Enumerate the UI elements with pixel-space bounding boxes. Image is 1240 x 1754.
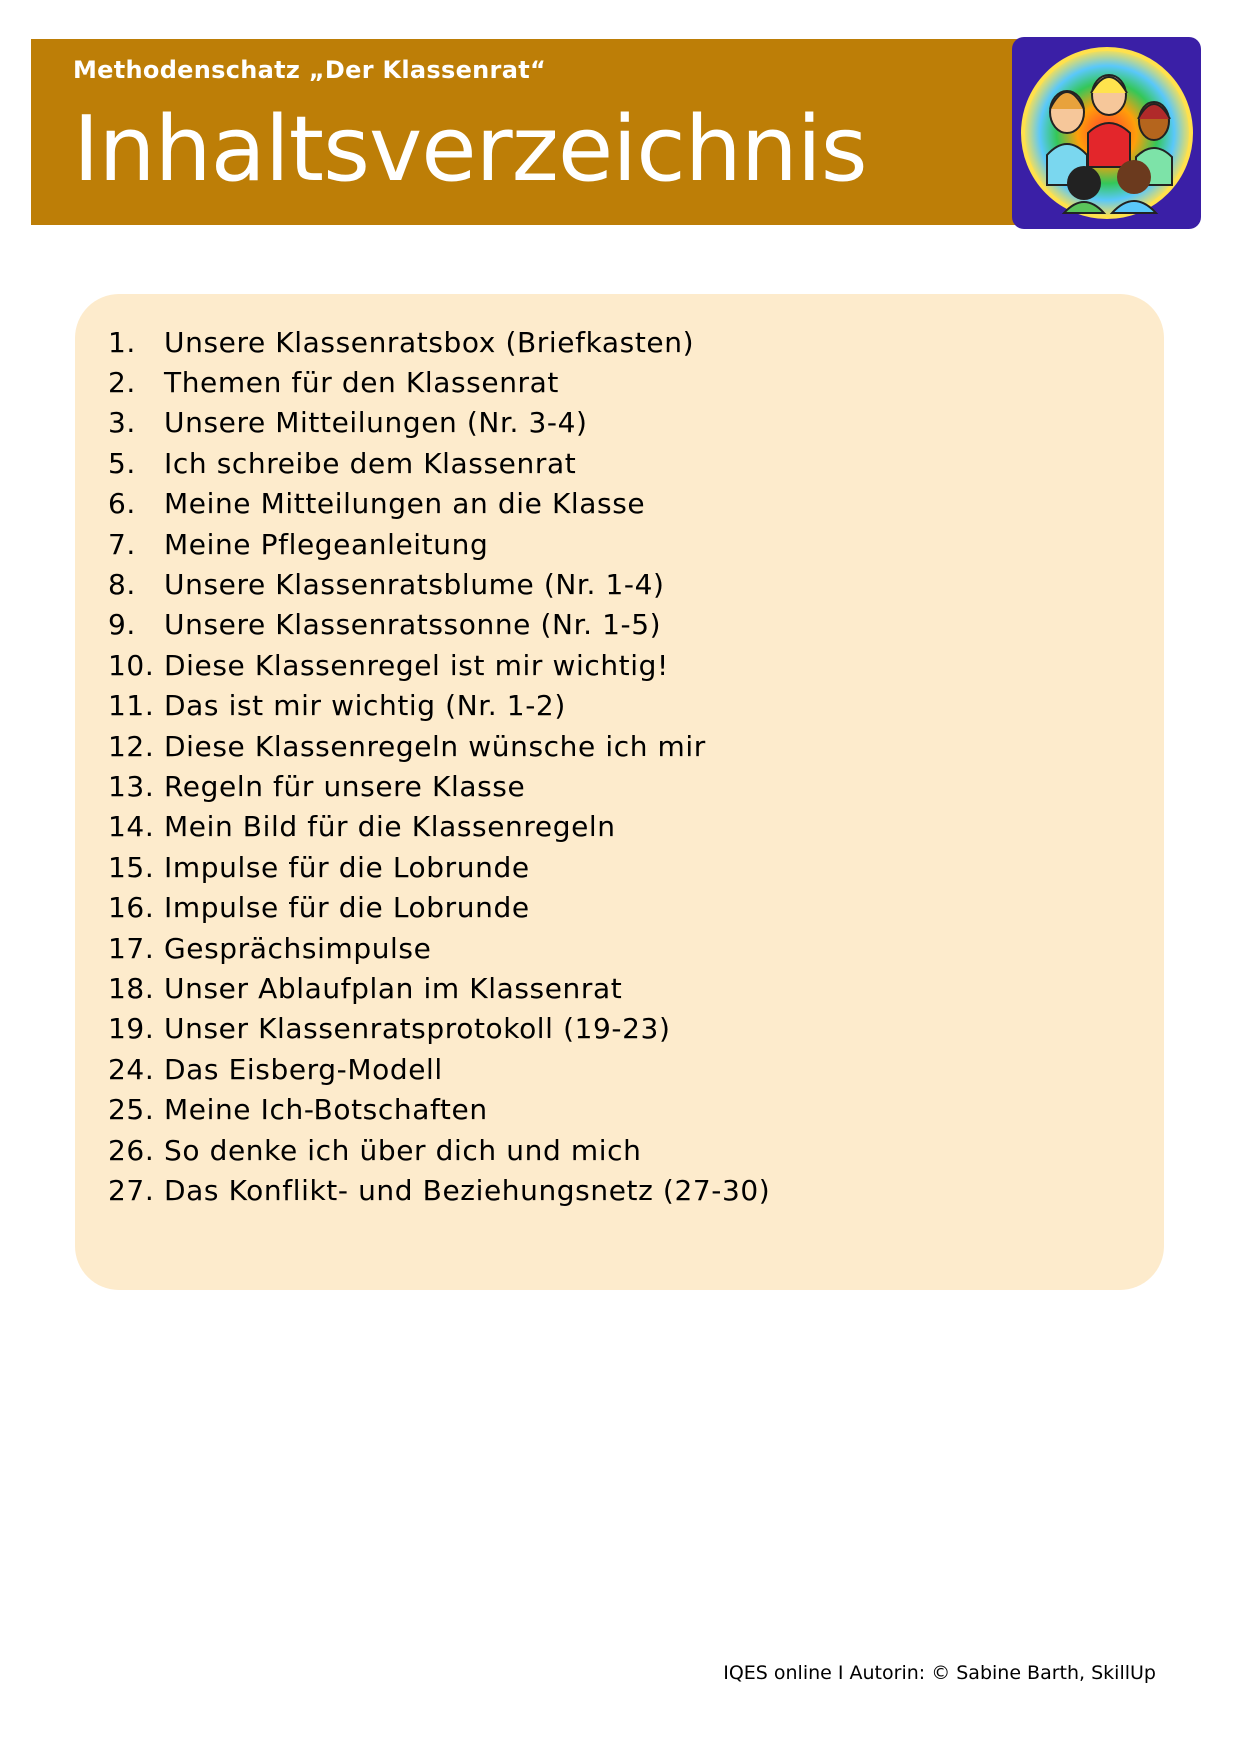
- toc-item: [108, 484, 770, 524]
- toc-item-title: Meine Ich-Botschaften: [164, 1093, 488, 1127]
- toc-item: [108, 443, 770, 483]
- toc-item-title: Meine Mitteilungen an die Klasse: [164, 487, 646, 521]
- toc-item-title: Themen für den Klassenrat: [164, 366, 559, 400]
- toc-item-title: Diese Klassenregeln wünsche ich mir: [164, 729, 706, 763]
- toc-item-title: Ich schreibe dem Klassenrat: [164, 446, 577, 480]
- toc-item-title: Gesprächsimpulse: [164, 931, 432, 965]
- toc-item-number: 2.: [108, 366, 136, 400]
- toc-item: [108, 968, 770, 1008]
- toc-item: [108, 362, 770, 402]
- toc-item-number: 16.: [108, 891, 155, 925]
- toc-item-number: 25.: [108, 1093, 155, 1127]
- toc-item: [108, 403, 770, 443]
- series-title: Methodenschatz „Der Klassenrat“: [73, 56, 547, 84]
- toc-item-number: 24.: [108, 1052, 155, 1086]
- toc-item-number: 18.: [108, 971, 155, 1005]
- page-title: Inhaltsverzeichnis: [73, 97, 867, 202]
- toc-item-number: 19.: [108, 1012, 155, 1046]
- toc-item-number: 10.: [108, 648, 155, 682]
- toc-item: [108, 564, 770, 604]
- toc-item-number: 6.: [108, 487, 136, 521]
- toc-item-title: Mein Bild für die Klassenregeln: [164, 810, 616, 844]
- toc-item: [108, 807, 770, 847]
- footer-credit: IQES online I Autorin: © Sabine Barth, SkillUp: [723, 1662, 1156, 1684]
- toc-item: [108, 766, 770, 806]
- toc-item-number: 5.: [108, 446, 136, 480]
- toc-item: [108, 928, 770, 968]
- toc-item-title: Meine Pflegeanleitung: [164, 527, 489, 561]
- toc-item: [108, 524, 770, 564]
- toc-item: [108, 686, 770, 726]
- toc-item: [108, 605, 770, 645]
- toc-item: [108, 887, 770, 927]
- class-council-logo: [1012, 37, 1201, 229]
- toc-item: [108, 1049, 770, 1089]
- toc-item-number: 12.: [108, 729, 155, 763]
- toc-item-number: 3.: [108, 406, 136, 440]
- toc-item-title: Diese Klassenregel ist mir wichtig!: [164, 648, 669, 682]
- toc-item-number: 17.: [108, 931, 155, 965]
- toc-item-number: 13.: [108, 769, 155, 803]
- toc-item-number: 1.: [108, 325, 136, 359]
- toc-item-number: 7.: [108, 527, 136, 561]
- toc-item: [108, 1089, 770, 1129]
- toc-item: [108, 645, 770, 685]
- toc-item-title: So denke ich über dich und mich: [164, 1133, 642, 1167]
- toc-item-title: Unser Klassenratsprotokoll (19-23): [164, 1012, 671, 1046]
- toc-item: [108, 1170, 770, 1210]
- toc-item-title: Unsere Klassenratssonne (Nr. 1-5): [164, 608, 662, 642]
- toc-item: [108, 1130, 770, 1170]
- toc-item-number: 14.: [108, 810, 155, 844]
- toc-item-title: Unsere Klassenratsblume (Nr. 1-4): [164, 568, 665, 602]
- toc-item-number: 9.: [108, 608, 136, 642]
- toc-item-title: Das ist mir wichtig (Nr. 1-2): [164, 689, 566, 723]
- toc-item-title: Unser Ablaufplan im Klassenrat: [164, 971, 623, 1005]
- toc-item-title: Das Eisberg-Modell: [164, 1052, 443, 1086]
- toc-list: [108, 322, 770, 1211]
- toc-item-title: Das Konflikt- und Beziehungsnetz (27-30): [164, 1173, 771, 1207]
- toc-item: [108, 1009, 770, 1049]
- toc-item-number: 11.: [108, 689, 155, 723]
- toc-item-title: Impulse für die Lobrunde: [164, 850, 530, 884]
- toc-item-title: Impulse für die Lobrunde: [164, 891, 530, 925]
- toc-item-number: 15.: [108, 850, 155, 884]
- toc-item-number: 8.: [108, 568, 136, 602]
- toc-item: [108, 726, 770, 766]
- toc-item-title: Unsere Mitteilungen (Nr. 3-4): [164, 406, 588, 440]
- toc-item-number: 26.: [108, 1133, 155, 1167]
- toc-item-number: 27.: [108, 1173, 155, 1207]
- toc-item: [108, 847, 770, 887]
- toc-item: [108, 322, 770, 362]
- toc-item-title: Unsere Klassenratsbox (Briefkasten): [164, 325, 695, 359]
- toc-item-title: Regeln für unsere Klasse: [164, 769, 526, 803]
